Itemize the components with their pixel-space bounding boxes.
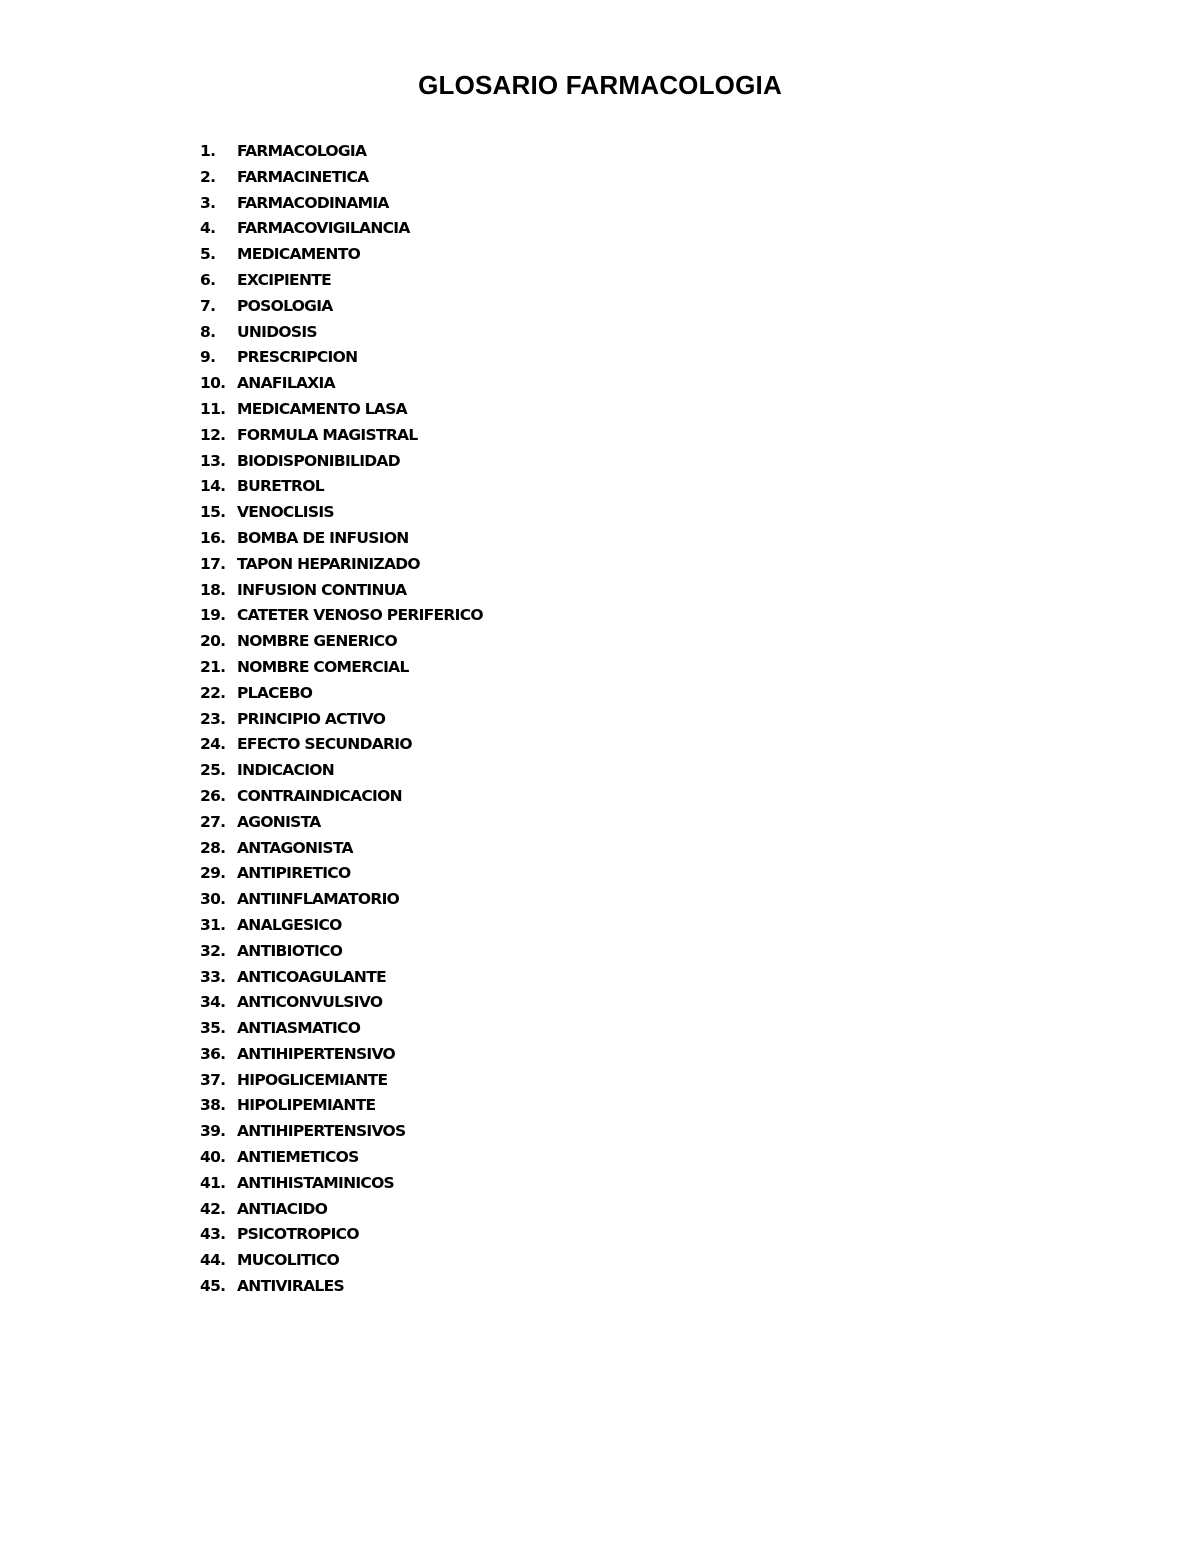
list-item-term: ANTIASMATICO bbox=[237, 1019, 361, 1038]
list-item-term: UNIDOSIS bbox=[237, 322, 317, 341]
list-item-number: 40. bbox=[200, 1148, 226, 1167]
list-item-number: 4. bbox=[200, 219, 216, 238]
list-item-term: ANTIVIRALES bbox=[237, 1277, 344, 1296]
list-item-term: EXCIPIENTE bbox=[237, 270, 331, 289]
list-item-term: PRESCRIPCION bbox=[237, 348, 358, 367]
list-item-term: CATETER VENOSO PERIFERICO bbox=[237, 606, 483, 625]
list-item-term: POSOLOGIA bbox=[237, 296, 333, 315]
list-item-number: 6. bbox=[200, 270, 216, 289]
list-item-term: ANTIHIPERTENSIVO bbox=[237, 1044, 395, 1063]
list-item-number: 13. bbox=[200, 451, 226, 470]
list-item-term: EFECTO SECUNDARIO bbox=[237, 735, 412, 754]
list-item-number: 25. bbox=[200, 761, 226, 780]
list-item-term: NOMBRE COMERCIAL bbox=[237, 657, 409, 676]
list-item-term: FORMULA MAGISTRAL bbox=[237, 425, 418, 444]
list-item bbox=[200, 526, 483, 552]
list-item bbox=[200, 603, 483, 629]
list-item bbox=[200, 216, 483, 242]
list-item-term: MUCOLITICO bbox=[237, 1251, 340, 1270]
list-item-term: HIPOGLICEMIANTE bbox=[237, 1070, 388, 1089]
list-item bbox=[200, 1042, 483, 1068]
list-item bbox=[200, 707, 483, 733]
glossary-list bbox=[200, 139, 483, 1300]
document-title: GLOSARIO FARMACOLOGIA bbox=[418, 70, 782, 100]
list-item bbox=[200, 500, 483, 526]
list-item-number: 14. bbox=[200, 477, 226, 496]
list-item-number: 21. bbox=[200, 657, 226, 676]
list-item bbox=[200, 629, 483, 655]
list-item-number: 33. bbox=[200, 967, 226, 986]
list-item bbox=[200, 1068, 483, 1094]
list-item-term: CONTRAINDICACION bbox=[237, 786, 402, 805]
list-item-term: INDICACION bbox=[237, 761, 335, 780]
list-item-number: 2. bbox=[200, 167, 216, 186]
list-item bbox=[200, 165, 483, 191]
list-item-term: TAPON HEPARINIZADO bbox=[237, 554, 420, 573]
list-item-term: ANAFILAXIA bbox=[237, 374, 335, 393]
list-item-number: 18. bbox=[200, 580, 226, 599]
list-item bbox=[200, 191, 483, 217]
list-item bbox=[200, 939, 483, 965]
list-item bbox=[200, 913, 483, 939]
list-item-number: 39. bbox=[200, 1122, 226, 1141]
list-item-term: FARMACODINAMIA bbox=[237, 193, 389, 212]
list-item-number: 3. bbox=[200, 193, 216, 212]
list-item-term: FARMACOLOGIA bbox=[237, 142, 367, 160]
list-item bbox=[200, 655, 483, 681]
list-item-term: FARMACINETICA bbox=[237, 167, 369, 186]
list-item bbox=[200, 397, 483, 423]
list-item-term: ANTAGONISTA bbox=[237, 838, 353, 857]
list-item-number: 20. bbox=[200, 632, 226, 651]
list-item bbox=[200, 1093, 483, 1119]
list-item-number: 5. bbox=[200, 245, 216, 264]
list-item-number: 29. bbox=[200, 864, 226, 883]
list-item bbox=[200, 1197, 483, 1223]
list-item bbox=[200, 578, 483, 604]
list-item-number: 1. bbox=[200, 142, 216, 160]
list-item-number: 35. bbox=[200, 1019, 226, 1038]
list-item-number: 38. bbox=[200, 1096, 226, 1115]
list-item-number: 16. bbox=[200, 528, 226, 547]
list-item-number: 23. bbox=[200, 709, 226, 728]
list-item bbox=[200, 268, 483, 294]
list-item-term: ANTIBIOTICO bbox=[237, 941, 343, 960]
list-item-term: ANTIINFLAMATORIO bbox=[237, 890, 400, 909]
list-item-number: 37. bbox=[200, 1070, 226, 1089]
list-item bbox=[200, 1222, 483, 1248]
list-item-number: 44. bbox=[200, 1251, 226, 1270]
list-item-number: 24. bbox=[200, 735, 226, 754]
list-item-term: NOMBRE GENERICO bbox=[237, 632, 397, 651]
list-item bbox=[200, 552, 483, 578]
list-item-number: 26. bbox=[200, 786, 226, 805]
list-item-term: PLACEBO bbox=[237, 683, 313, 702]
list-item bbox=[200, 474, 483, 500]
list-item-number: 27. bbox=[200, 812, 226, 831]
list-item-number: 9. bbox=[200, 348, 216, 367]
list-item bbox=[200, 345, 483, 371]
list-item bbox=[200, 1171, 483, 1197]
list-item-number: 42. bbox=[200, 1199, 226, 1218]
list-item-number: 34. bbox=[200, 993, 226, 1012]
list-item-term: BIODISPONIBILIDAD bbox=[237, 451, 400, 470]
list-item bbox=[200, 732, 483, 758]
list-item-number: 32. bbox=[200, 941, 226, 960]
list-item bbox=[200, 836, 483, 862]
list-item-term: ANTIHISTAMINICOS bbox=[237, 1173, 395, 1192]
list-item bbox=[200, 990, 483, 1016]
list-item bbox=[200, 449, 483, 475]
list-item-term: ANTICOAGULANTE bbox=[237, 967, 386, 986]
list-item bbox=[200, 1248, 483, 1274]
list-item bbox=[200, 861, 483, 887]
list-item-term: MEDICAMENTO LASA bbox=[237, 399, 407, 418]
list-item-number: 22. bbox=[200, 683, 226, 702]
list-item-number: 31. bbox=[200, 915, 226, 934]
list-item-term: ANTIPIRETICO bbox=[237, 864, 351, 883]
list-item-term: AGONISTA bbox=[237, 812, 321, 831]
list-item-number: 11. bbox=[200, 399, 226, 418]
list-item-number: 17. bbox=[200, 554, 226, 573]
list-item-term: HIPOLIPEMIANTE bbox=[237, 1096, 376, 1115]
list-item-term: PSICOTROPICO bbox=[237, 1225, 359, 1244]
list-item-term: ANALGESICO bbox=[237, 915, 342, 934]
list-item bbox=[200, 1016, 483, 1042]
list-item-term: BOMBA DE INFUSION bbox=[237, 528, 409, 547]
list-item-term: ANTIHIPERTENSIVOS bbox=[237, 1122, 406, 1141]
list-item-number: 28. bbox=[200, 838, 226, 857]
list-item-number: 7. bbox=[200, 296, 216, 315]
list-item-number: 43. bbox=[200, 1225, 226, 1244]
list-item-number: 36. bbox=[200, 1044, 226, 1063]
list-item bbox=[200, 294, 483, 320]
list-item-term: VENOCLISIS bbox=[237, 503, 334, 522]
list-item-number: 12. bbox=[200, 425, 226, 444]
list-item-term: ANTIEMETICOS bbox=[237, 1148, 359, 1167]
list-item-term: FARMACOVIGILANCIA bbox=[237, 219, 410, 238]
list-item bbox=[200, 371, 483, 397]
list-item-number: 19. bbox=[200, 606, 226, 625]
list-item bbox=[200, 423, 483, 449]
list-item-term: MEDICAMENTO bbox=[237, 245, 361, 264]
list-item bbox=[200, 681, 483, 707]
list-item-number: 30. bbox=[200, 890, 226, 909]
list-item-number: 8. bbox=[200, 322, 216, 341]
list-item-number: 41. bbox=[200, 1173, 226, 1192]
list-item-term: PRINCIPIO ACTIVO bbox=[237, 709, 386, 728]
list-item bbox=[200, 758, 483, 784]
list-item-number: 45. bbox=[200, 1277, 226, 1296]
list-item-term: ANTIACIDO bbox=[237, 1199, 328, 1218]
list-item-term: INFUSION CONTINUA bbox=[237, 580, 407, 599]
list-item bbox=[200, 1119, 483, 1145]
list-item-number: 10. bbox=[200, 374, 226, 393]
list-item-number: 15. bbox=[200, 503, 226, 522]
list-item bbox=[200, 139, 483, 165]
list-item bbox=[200, 887, 483, 913]
list-item bbox=[200, 810, 483, 836]
list-item bbox=[200, 784, 483, 810]
list-item bbox=[200, 1274, 483, 1300]
list-item-term: BURETROL bbox=[237, 477, 324, 496]
list-item bbox=[200, 965, 483, 991]
list-item bbox=[200, 1145, 483, 1171]
list-item bbox=[200, 242, 483, 268]
list-item-term: ANTICONVULSIVO bbox=[237, 993, 383, 1012]
list-item bbox=[200, 320, 483, 346]
